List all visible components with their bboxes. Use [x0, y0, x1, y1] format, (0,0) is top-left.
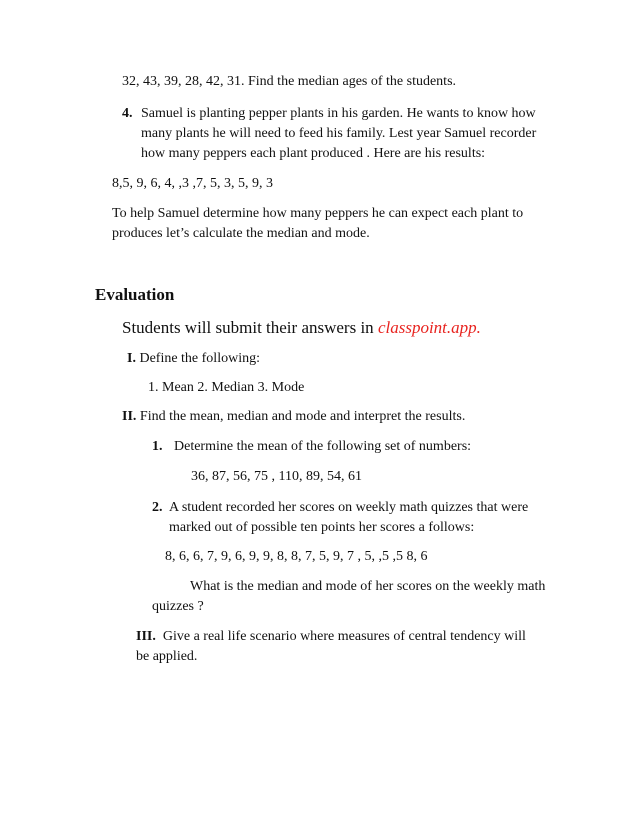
question-2-number: 2.	[152, 500, 163, 515]
help-text-line-2: produces let’s calculate the median and mode.	[112, 226, 370, 241]
question-2-line-1: A student recorded her scores on weekly math quizzes that were	[169, 500, 529, 515]
submit-prefix: Students will submit their answers in	[122, 318, 378, 337]
problem-4-line-2: many plants he will need to feed his family. Lest year Samuel recorder	[141, 126, 537, 141]
part-3-label: III.	[136, 629, 156, 644]
problem-4-line-3: how many peppers each plant produced . Here are his results:	[141, 146, 486, 161]
part-3-line-1	[136, 627, 526, 647]
part-1	[127, 349, 260, 369]
part-1-text: Define the following:	[139, 351, 260, 366]
part-1-items: 1. Mean 2. Median 3. Mode	[148, 380, 305, 395]
question-2-data: 8, 6, 6, 7, 9, 6, 9, 9, 8, 8, 7, 5, 9, 7 , 5, ,5 ,5 8, 6	[165, 549, 428, 564]
question-2-question-line-2: quizzes ?	[152, 599, 204, 614]
part-2	[122, 407, 465, 427]
part-3-text: Give a real life scenario where measures of central tendency will	[162, 629, 526, 644]
problem-4-number: 4.	[122, 106, 133, 121]
submit-instruction	[122, 318, 481, 338]
part-2-label: II.	[122, 409, 137, 424]
part-1-label: I.	[127, 351, 136, 366]
question-1-data: 36, 87, 56, 75 , 110, 89, 54, 61	[191, 469, 362, 484]
question-1-text: Determine the mean of the following set of numbers:	[174, 439, 472, 454]
evaluation-heading: Evaluation	[95, 285, 175, 304]
question-1-number: 1.	[152, 439, 163, 454]
help-text-line-1: To help Samuel determine how many peppers he can expect each plant to	[112, 206, 524, 221]
pepper-data: 8,5, 9, 6, 4, ,3 ,7, 5, 3, 5, 9, 3	[112, 176, 273, 191]
part-2-text: Find the mean, median and mode and interpret the results.	[139, 409, 466, 424]
part-3-line-2: be applied.	[136, 649, 198, 664]
problem-4-line-1: Samuel is planting pepper plants in his garden. He wants to know how	[141, 106, 536, 121]
classpoint-link[interactable]: classpoint.app.	[377, 318, 481, 337]
problem-3-continuation: 32, 43, 39, 28, 42, 31. Find the median ages of the students.	[122, 74, 457, 89]
question-2-question-line-1: What is the median and mode of her scores on the weekly math	[190, 579, 546, 594]
question-2-line-2: marked out of possible ten points her scores a follows:	[169, 520, 475, 535]
